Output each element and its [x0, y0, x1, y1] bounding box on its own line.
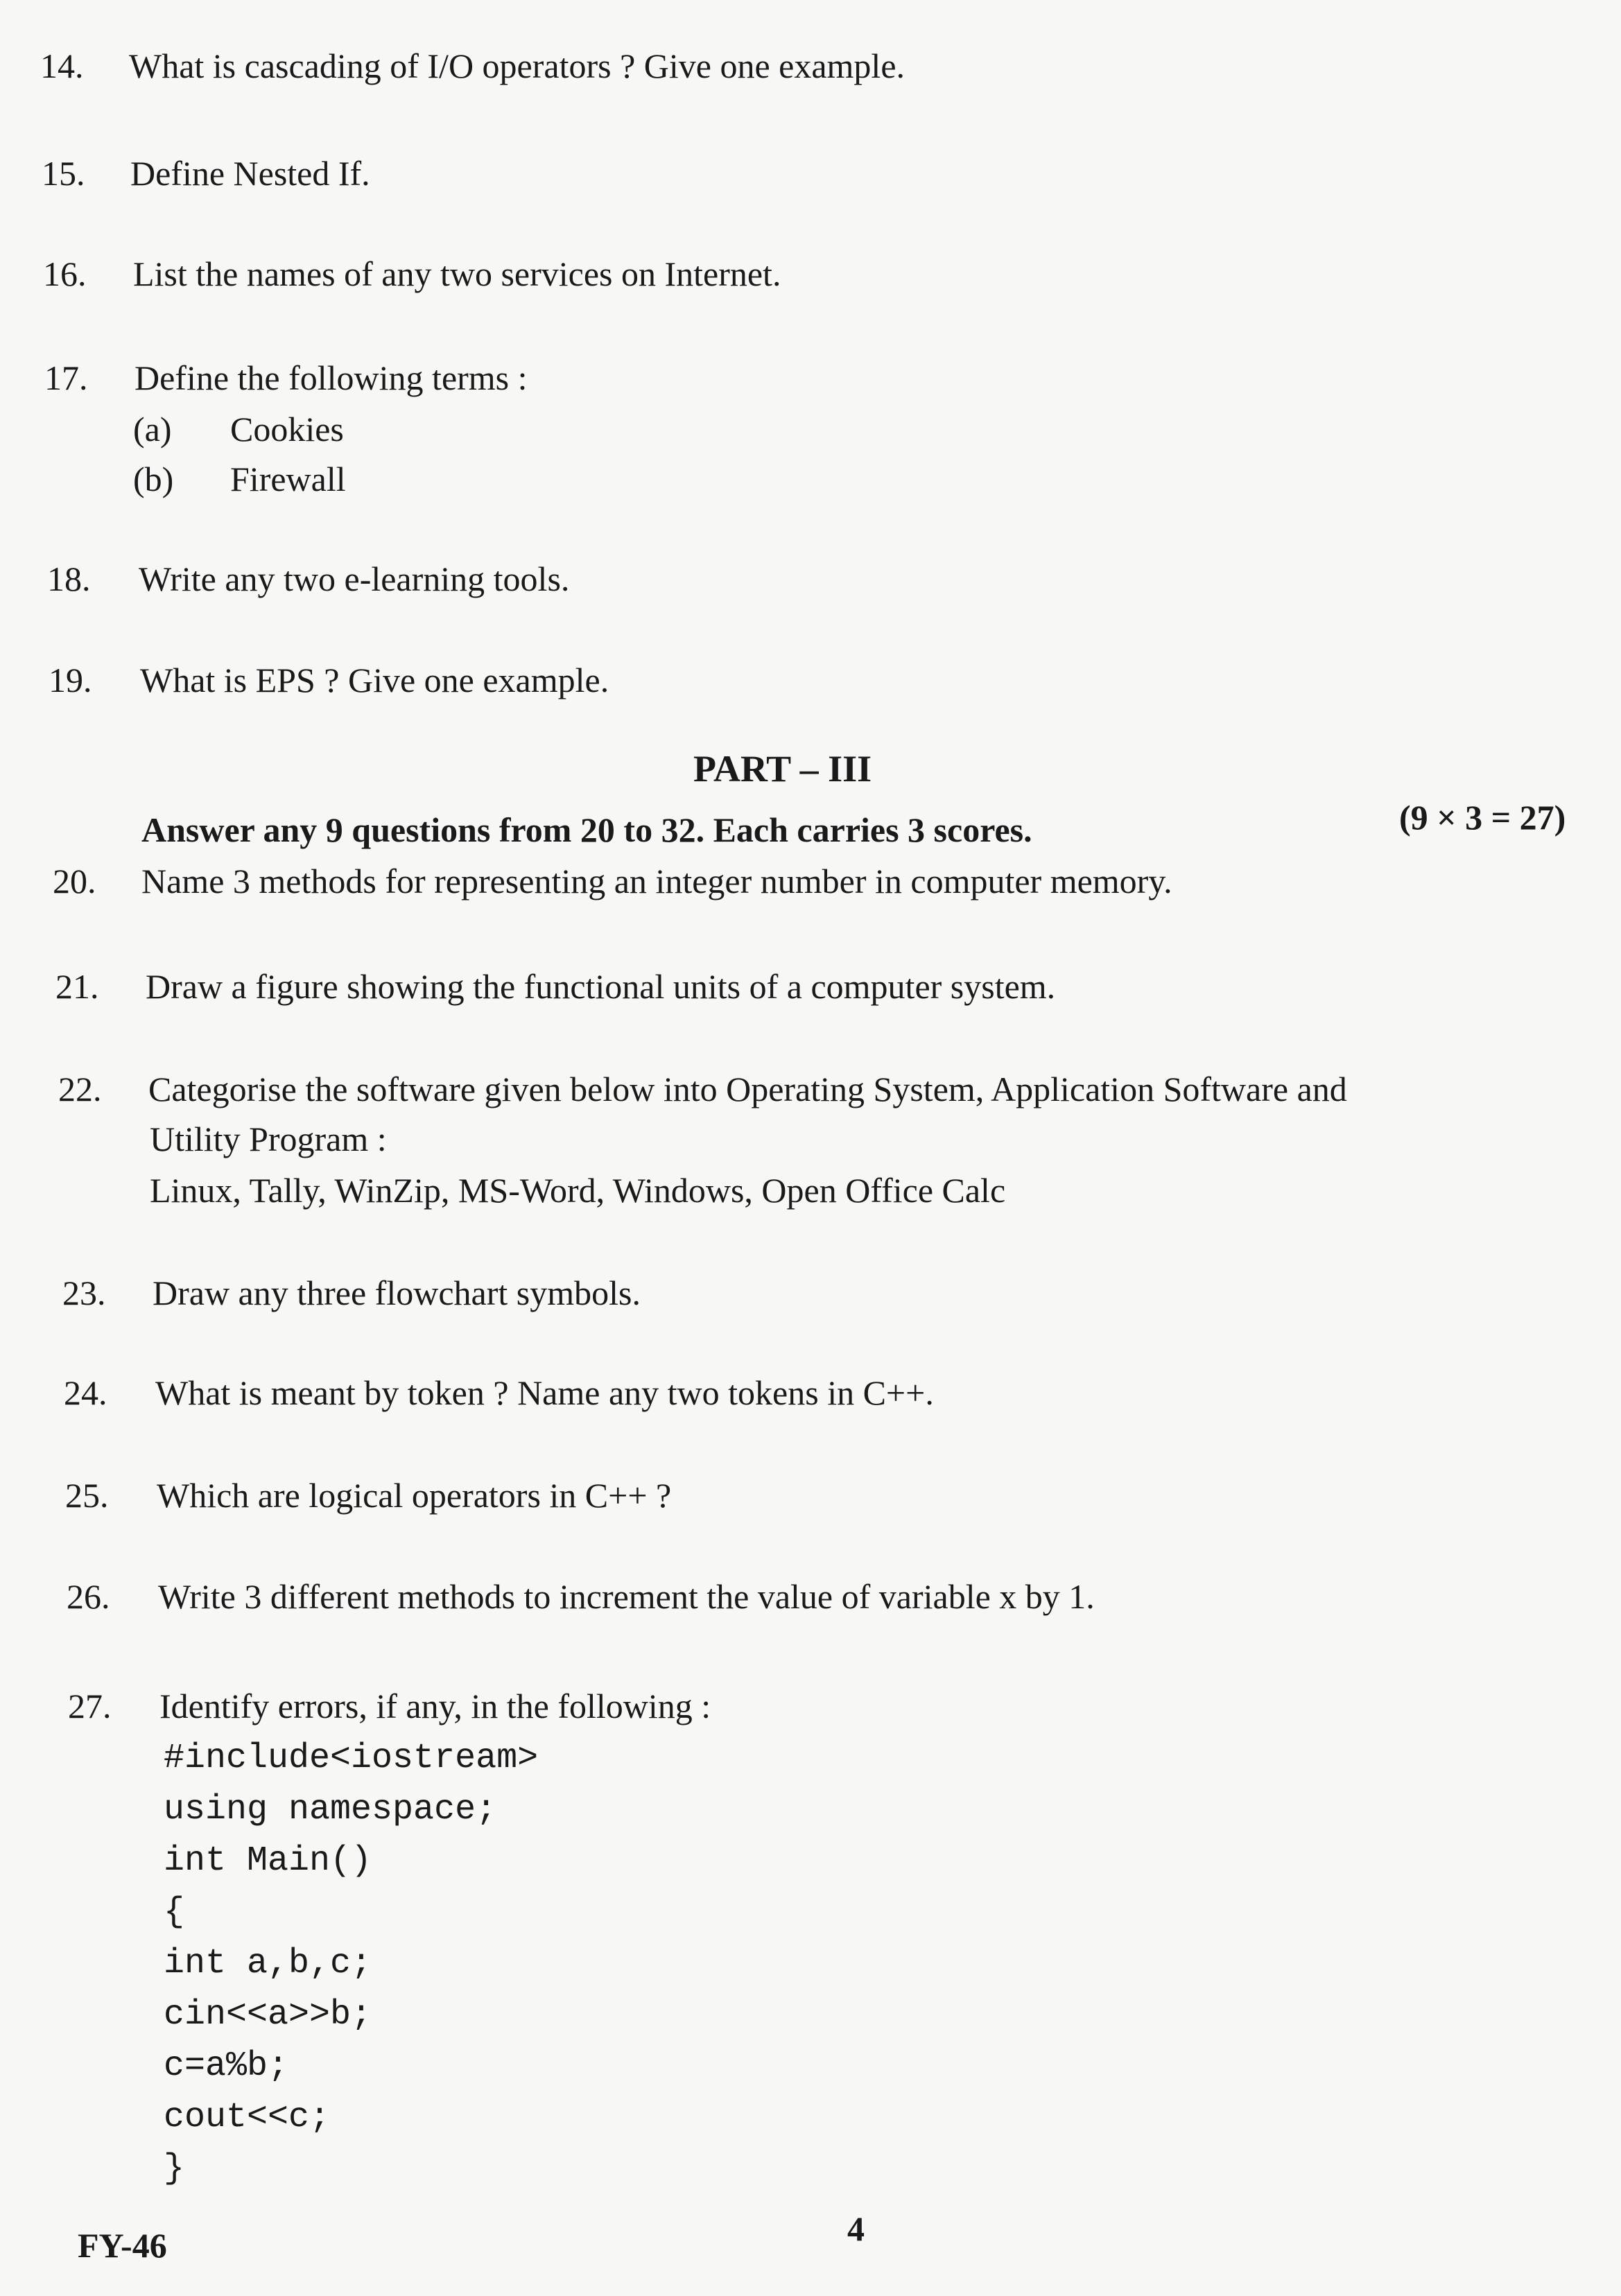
paper-code: FY-46: [78, 2226, 167, 2265]
question-text: What is meant by token ? Name any two tokens in C++.: [155, 1373, 934, 1412]
part-instruction: Answer any 9 questions from 20 to 32. Each carries 3 scores.: [141, 810, 1032, 849]
question-number: 20.: [53, 862, 96, 901]
code-line: using namespace;: [164, 1790, 497, 1829]
question-text: Draw a figure showing the functional units of a computer system.: [146, 967, 1056, 1006]
code-line: #include<iostream>: [164, 1739, 539, 1778]
subitem-label: (a): [133, 410, 172, 449]
subitem-text: Cookies: [230, 410, 344, 449]
subitem-label: (b): [133, 460, 174, 498]
question-22-line-3: Linux, Tally, WinZip, MS-Word, Windows, Open Office Calc: [150, 1171, 1006, 1210]
question-number: 23.: [62, 1273, 106, 1312]
subitem-text: Firewall: [230, 460, 346, 498]
code-line: c=a%b;: [164, 2046, 289, 2086]
question-number: 16.: [43, 254, 87, 293]
question-22-line-2: Utility Program :: [150, 1120, 387, 1158]
question-number: 19.: [49, 661, 92, 699]
question-text: What is cascading of I/O operators ? Give one example.: [129, 46, 905, 85]
question-text: Define Nested If.: [130, 154, 370, 193]
code-line: {: [164, 1893, 185, 1932]
code-line: int Main(): [164, 1841, 372, 1881]
question-number: 24.: [64, 1373, 107, 1412]
question-text: Name 3 methods for representing an integer number in computer memory.: [141, 862, 1172, 901]
question-text: Define the following terms :: [135, 358, 528, 397]
question-number: 26.: [67, 1577, 110, 1616]
question-number: 14.: [40, 46, 84, 85]
page-number: 4: [847, 2209, 865, 2248]
question-text: What is EPS ? Give one example.: [140, 661, 609, 699]
question-text: Write 3 different methods to increment the value of variable x by 1.: [158, 1577, 1095, 1616]
code-line: cout<<c;: [164, 2098, 331, 2137]
part-marks: (9 × 3 = 27): [1399, 798, 1566, 837]
question-number: 21.: [55, 967, 99, 1006]
code-line: cin<<a>>b;: [164, 1995, 372, 2035]
question-number: 22.: [58, 1070, 102, 1108]
question-text-line-1: Categorise the software given below into Operating System, Application Software and: [148, 1070, 1347, 1108]
question-text: Write any two e-learning tools.: [139, 559, 570, 598]
question-number: 15.: [42, 154, 85, 193]
code-line: }: [164, 2149, 185, 2189]
question-number: 27.: [68, 1687, 112, 1725]
question-number: 25.: [65, 1476, 109, 1515]
question-text: Which are logical operators in C++ ?: [157, 1476, 672, 1515]
question-number: 17.: [44, 358, 88, 397]
part-title: PART – III: [693, 748, 872, 790]
question-number: 18.: [47, 559, 91, 598]
question-text: Draw any three flowchart symbols.: [153, 1273, 641, 1312]
question-text: List the names of any two services on Internet.: [133, 254, 781, 293]
code-line: int a,b,c;: [164, 1944, 372, 1983]
question-text: Identify errors, if any, in the following :: [159, 1687, 711, 1725]
